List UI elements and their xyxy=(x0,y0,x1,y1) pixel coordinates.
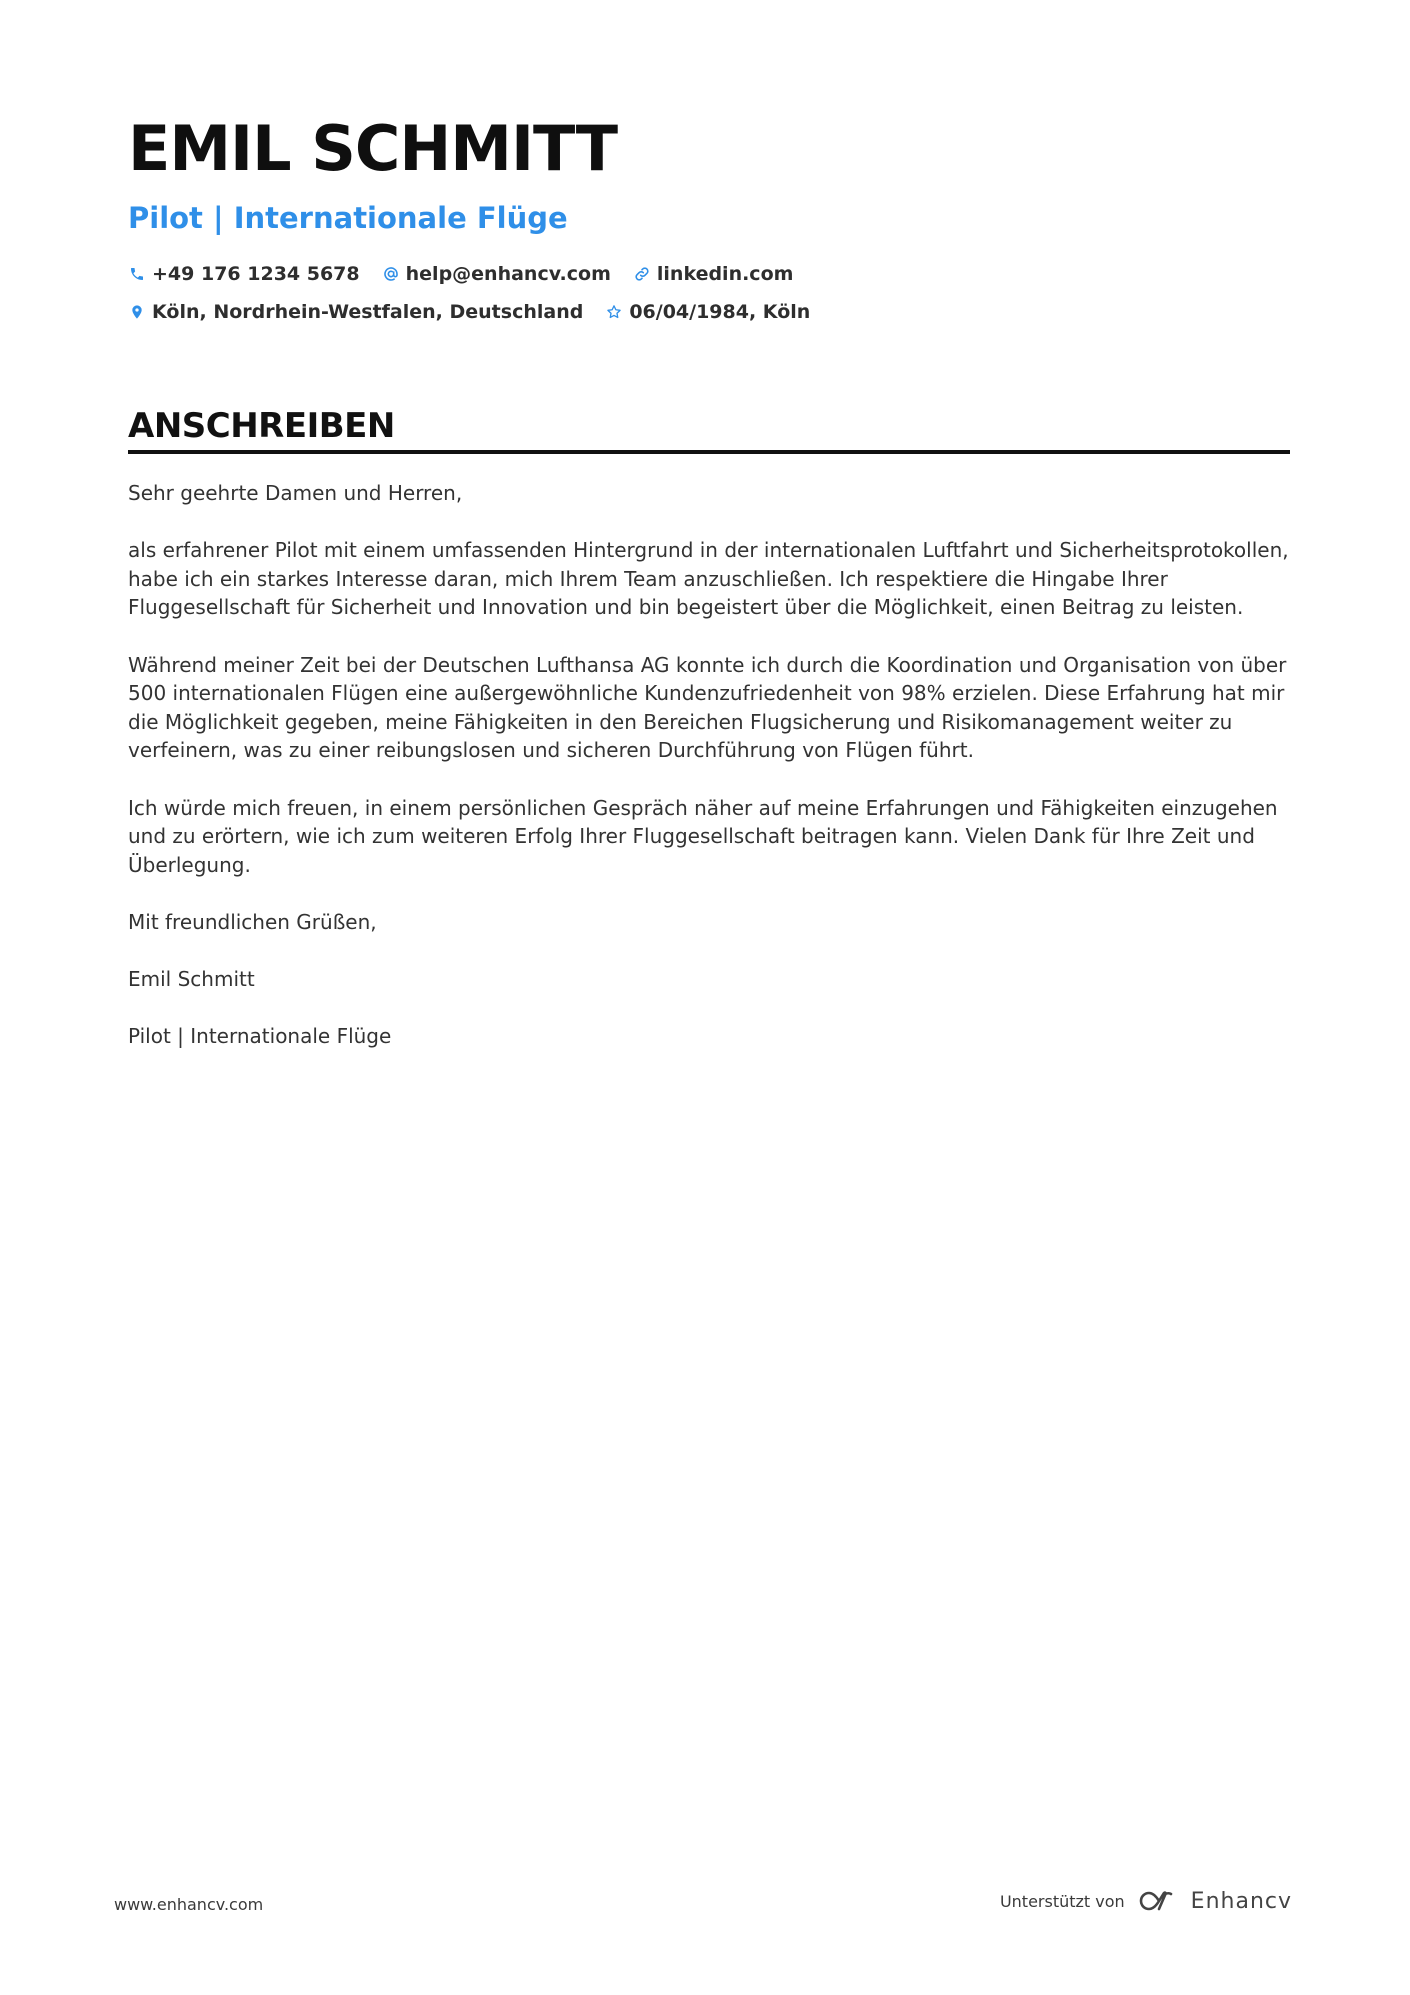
contact-email-text: help@enhancv.com xyxy=(405,263,611,285)
phone-icon xyxy=(128,265,146,283)
contact-linkedin xyxy=(633,260,794,288)
brand-name: Enhancv xyxy=(1190,1888,1292,1914)
enhancv-logo-icon xyxy=(1137,1888,1185,1914)
location-pin-icon xyxy=(128,303,146,321)
contact-list xyxy=(128,260,1248,326)
paragraph-closing: Ich würde mich freuen, in einem persönlichen Gespräch näher auf meine Erfahrungen und Fähigkeiten einzugehen und zu erörtern, wie ich zum weiteren Erfolg Ihrer Fluggesellschaft beitragen kann. Vielen Dank für Ihre Zeit und Überlegung. xyxy=(128,795,1278,877)
header xyxy=(128,110,1288,326)
contact-birth-text: 06/04/1984, Köln xyxy=(629,301,811,323)
salutation: Sehr geehrte Damen und Herren, xyxy=(128,481,463,505)
footer-branding xyxy=(1000,1888,1292,1914)
footer-website[interactable]: www.enhancv.com xyxy=(114,1895,264,1914)
star-icon xyxy=(605,303,623,321)
contact-email xyxy=(382,260,611,288)
contact-phone xyxy=(128,260,360,288)
signature-name: Emil Schmitt xyxy=(128,967,255,992)
contact-location xyxy=(128,298,583,326)
powered-by-text: Unterstützt von xyxy=(999,1891,1125,1911)
candidate-title: Pilot | Internationale Flüge xyxy=(128,201,568,235)
contact-birth xyxy=(605,298,810,326)
section-divider xyxy=(128,450,1290,454)
paragraph-experience: Während meiner Zeit bei der Deutschen Lufthansa AG konnte ich durch die Koordination und Organisation von über 500 internationalen Flügen eine außergewöhnliche Kundenzufriedenheit von 98% erzielen. Diese Erfahrung hat mir die Möglichkeit gegeben, meine Fähigkeiten in den Bereichen Flugsicherung und Risikomanagement weiter zu verfeinern, was zu einer reibungslosen und sicheren Durchführung von Flügen führt. xyxy=(128,652,1287,763)
contact-linkedin-text: linkedin.com xyxy=(656,263,794,285)
link-icon xyxy=(633,265,651,283)
contact-phone-text: +49 176 1234 5678 xyxy=(152,263,360,285)
sign-off: Mit freundlichen Grüßen, xyxy=(128,909,377,934)
contact-location-text: Köln, Nordrhein-Westfalen, Deutschland xyxy=(152,301,584,323)
signature-title: Pilot | Internationale Flüge xyxy=(128,1024,392,1049)
candidate-name: EMIL SCHMITT xyxy=(128,112,618,185)
paragraph-intro: als erfahrener Pilot mit einem umfassenden Hintergrund in der internationalen Luftfahrt und Sicherheitsprotokollen, habe ich ein starkes Interesse daran, mich Ihrem Team anzuschließen. Ich respektiere die Hingabe Ihrer Fluggesellschaft für Sicherheit und Innovation und bin begeistert über die Möglichkeit, einen Beitrag zu leisten. xyxy=(128,538,1289,620)
section-title: ANSCHREIBEN xyxy=(128,406,395,446)
at-icon xyxy=(382,265,400,283)
letter-body xyxy=(128,479,1290,1079)
